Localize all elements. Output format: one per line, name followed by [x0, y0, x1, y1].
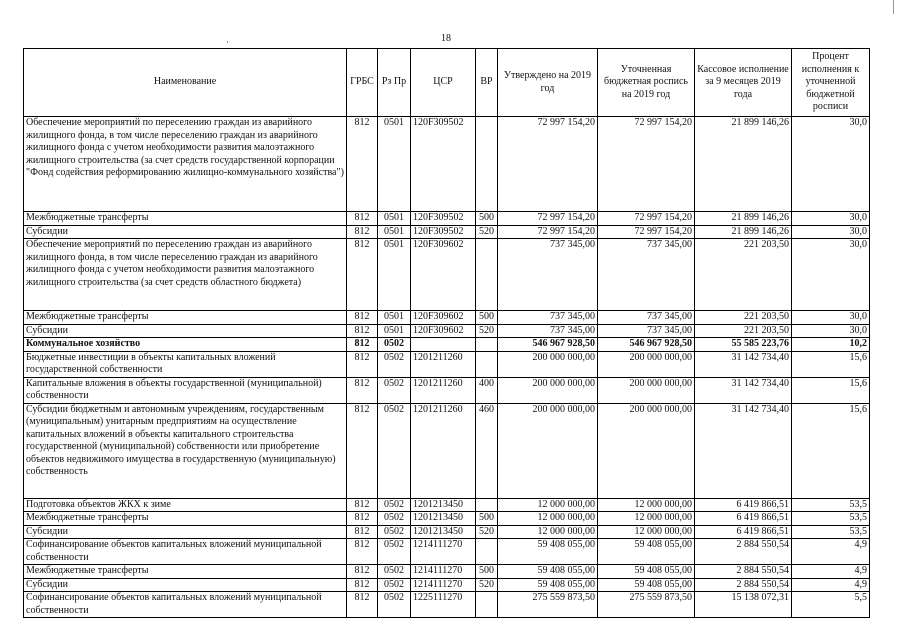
cell-vr: 520 [476, 578, 498, 592]
cell-cash: 31 142 734,40 [695, 403, 792, 498]
header-rzpr: Рз Пр [378, 49, 411, 117]
cell-percent: 30,0 [792, 225, 870, 239]
cell-rzpr: 0502 [378, 403, 411, 498]
table-row [24, 525, 870, 539]
cell-percent: 5,5 [792, 592, 870, 618]
cell-rzpr: 0502 [378, 565, 411, 579]
header-approved: Утверждено на 2019 год [498, 49, 598, 117]
table-row [24, 225, 870, 239]
cell-name: Субсидии [24, 225, 347, 239]
cell-rzpr: 0502 [378, 498, 411, 512]
cell-cash: 15 138 072,31 [695, 592, 792, 618]
cell-refined: 12 000 000,00 [598, 525, 695, 539]
table-row [24, 338, 870, 352]
cell-percent: 30,0 [792, 311, 870, 325]
cell-rzpr: 0502 [378, 377, 411, 403]
cell-rzpr: 0501 [378, 225, 411, 239]
cell-vr [476, 539, 498, 565]
cell-approved: 737 345,00 [498, 239, 598, 311]
cell-name: Субсидии [24, 578, 347, 592]
cell-name: Обеспечение мероприятий по переселению граждан из аварийного жилищного фонда, в том числе переселению граждан из аварийного жилищного фонда с учетом необходимости развития малоэтажного жилищного строительства (за счет средств государственной корпорации "Фонд содействия реформированию жилищно-коммунального хозяйства") [24, 117, 347, 212]
cell-rzpr: 0501 [378, 324, 411, 338]
cell-approved: 59 408 055,00 [498, 539, 598, 565]
cell-cash: 221 203,50 [695, 311, 792, 325]
cell-csr: 1201211260 [411, 351, 476, 377]
cell-csr: 120F309502 [411, 212, 476, 226]
cell-approved: 200 000 000,00 [498, 377, 598, 403]
cell-refined: 59 408 055,00 [598, 565, 695, 579]
header-row [24, 49, 870, 117]
table-row [24, 592, 870, 618]
cell-rzpr: 0502 [378, 578, 411, 592]
cell-csr: 1201213450 [411, 498, 476, 512]
cell-vr: 520 [476, 525, 498, 539]
table-row [24, 377, 870, 403]
cell-csr: 120F309502 [411, 225, 476, 239]
cell-cash: 21 899 146,26 [695, 212, 792, 226]
cell-cash: 2 884 550,54 [695, 578, 792, 592]
cell-percent: 53,5 [792, 512, 870, 526]
cell-rzpr: 0501 [378, 117, 411, 212]
cell-percent: 4,9 [792, 539, 870, 565]
header-csr: ЦСР [411, 49, 476, 117]
cell-grbs: 812 [347, 212, 378, 226]
cell-grbs: 812 [347, 338, 378, 352]
cell-refined: 200 000 000,00 [598, 351, 695, 377]
cell-name: Софинансирование объектов капитальных вложений муниципальной собственности [24, 539, 347, 565]
cell-vr: 500 [476, 311, 498, 325]
cell-name: Коммунальное хозяйство [24, 338, 347, 352]
cell-cash: 6 419 866,51 [695, 512, 792, 526]
cell-rzpr: 0501 [378, 212, 411, 226]
cell-vr: 400 [476, 377, 498, 403]
cell-grbs: 812 [347, 578, 378, 592]
cell-name: Межбюджетные трансферты [24, 311, 347, 325]
table-row [24, 565, 870, 579]
cell-grbs: 812 [347, 377, 378, 403]
header-name: Наименование [24, 49, 347, 117]
cell-approved: 72 997 154,20 [498, 117, 598, 212]
cell-name: Софинансирование объектов капитальных вложений муниципальной собственности [24, 592, 347, 618]
cell-percent: 15,6 [792, 403, 870, 498]
cell-vr [476, 117, 498, 212]
cell-csr: 120F309502 [411, 117, 476, 212]
cell-csr: 1214111270 [411, 578, 476, 592]
cell-percent: 15,6 [792, 351, 870, 377]
cell-cash: 21 899 146,26 [695, 117, 792, 212]
cell-name: Капитальные вложения в объекты государственной (муниципальной) собственности [24, 377, 347, 403]
cell-csr: 1214111270 [411, 565, 476, 579]
scan-edge-mark [893, 0, 894, 14]
cell-vr: 500 [476, 512, 498, 526]
cell-refined: 737 345,00 [598, 324, 695, 338]
cell-approved: 72 997 154,20 [498, 225, 598, 239]
cell-refined: 546 967 928,50 [598, 338, 695, 352]
cell-cash: 6 419 866,51 [695, 525, 792, 539]
cell-percent: 15,6 [792, 377, 870, 403]
page-number: 18 [441, 33, 451, 44]
cell-approved: 12 000 000,00 [498, 512, 598, 526]
table-row [24, 403, 870, 498]
cell-name: Бюджетные инвестиции в объекты капитальных вложений государственной собственности [24, 351, 347, 377]
cell-grbs: 812 [347, 512, 378, 526]
cell-grbs: 812 [347, 498, 378, 512]
table-row [24, 324, 870, 338]
cell-percent: 30,0 [792, 239, 870, 311]
cell-rzpr: 0502 [378, 351, 411, 377]
cell-refined: 72 997 154,20 [598, 212, 695, 226]
cell-cash: 21 899 146,26 [695, 225, 792, 239]
cell-refined: 737 345,00 [598, 311, 695, 325]
cell-name: Межбюджетные трансферты [24, 565, 347, 579]
cell-grbs: 812 [347, 351, 378, 377]
cell-refined: 200 000 000,00 [598, 377, 695, 403]
cell-percent: 53,5 [792, 525, 870, 539]
cell-vr: 500 [476, 212, 498, 226]
cell-cash: 31 142 734,40 [695, 377, 792, 403]
cell-csr: 1201213450 [411, 525, 476, 539]
cell-csr: 1214111270 [411, 539, 476, 565]
cell-cash: 221 203,50 [695, 324, 792, 338]
header-grbs: ГРБС [347, 49, 378, 117]
cell-rzpr: 0502 [378, 338, 411, 352]
cell-csr: 1201213450 [411, 512, 476, 526]
cell-grbs: 812 [347, 225, 378, 239]
budget-table [23, 48, 870, 618]
cell-cash: 6 419 866,51 [695, 498, 792, 512]
cell-csr: 1201211260 [411, 377, 476, 403]
cell-csr: 1201211260 [411, 403, 476, 498]
cell-refined: 200 000 000,00 [598, 403, 695, 498]
cell-approved: 12 000 000,00 [498, 498, 598, 512]
cell-vr: 520 [476, 225, 498, 239]
table-row [24, 311, 870, 325]
cell-csr: 1225111270 [411, 592, 476, 618]
cell-cash: 55 585 223,76 [695, 338, 792, 352]
cell-approved: 546 967 928,50 [498, 338, 598, 352]
cell-vr [476, 498, 498, 512]
cell-csr: 120F309602 [411, 239, 476, 311]
cell-csr: 120F309602 [411, 324, 476, 338]
cell-approved: 72 997 154,20 [498, 212, 598, 226]
cell-approved: 12 000 000,00 [498, 525, 598, 539]
cell-refined: 12 000 000,00 [598, 512, 695, 526]
cell-rzpr: 0501 [378, 239, 411, 311]
cell-approved: 59 408 055,00 [498, 578, 598, 592]
cell-vr: 500 [476, 565, 498, 579]
cell-refined: 59 408 055,00 [598, 578, 695, 592]
cell-vr [476, 351, 498, 377]
stray-dot: · [226, 37, 229, 47]
header-refined: Уточненная бюджетная роспись на 2019 год [598, 49, 695, 117]
cell-vr [476, 592, 498, 618]
cell-grbs: 812 [347, 311, 378, 325]
cell-rzpr: 0502 [378, 592, 411, 618]
cell-rzpr: 0501 [378, 311, 411, 325]
table-row [24, 512, 870, 526]
cell-approved: 737 345,00 [498, 311, 598, 325]
cell-percent: 30,0 [792, 324, 870, 338]
table-row [24, 117, 870, 212]
table-row [24, 239, 870, 311]
cell-vr: 460 [476, 403, 498, 498]
cell-percent: 53,5 [792, 498, 870, 512]
cell-rzpr: 0502 [378, 525, 411, 539]
cell-vr [476, 338, 498, 352]
cell-grbs: 812 [347, 565, 378, 579]
table-row [24, 498, 870, 512]
cell-name: Субсидии [24, 324, 347, 338]
cell-grbs: 812 [347, 324, 378, 338]
cell-name: Межбюджетные трансферты [24, 212, 347, 226]
cell-name: Субсидии бюджетным и автономным учреждениям, государственным (муниципальным) унитарным предприятиям на осуществление капитальных вложений в объекты капитального строительства государственной (муниципальной) собственности или приобретение объектов недвижимого имущества в государственную (муниципальную) собственность [24, 403, 347, 498]
cell-percent: 4,9 [792, 565, 870, 579]
cell-refined: 59 408 055,00 [598, 539, 695, 565]
table-row [24, 351, 870, 377]
table-row [24, 578, 870, 592]
cell-name: Межбюджетные трансферты [24, 512, 347, 526]
cell-refined: 72 997 154,20 [598, 225, 695, 239]
header-cash: Кассовое исполнение за 9 месяцев 2019 года [695, 49, 792, 117]
cell-grbs: 812 [347, 525, 378, 539]
cell-refined: 72 997 154,20 [598, 117, 695, 212]
cell-vr: 520 [476, 324, 498, 338]
cell-percent: 4,9 [792, 578, 870, 592]
cell-grbs: 812 [347, 539, 378, 565]
cell-cash: 31 142 734,40 [695, 351, 792, 377]
cell-csr [411, 338, 476, 352]
cell-rzpr: 0502 [378, 539, 411, 565]
cell-approved: 275 559 873,50 [498, 592, 598, 618]
table-row [24, 212, 870, 226]
cell-grbs: 812 [347, 239, 378, 311]
cell-percent: 30,0 [792, 212, 870, 226]
table-row [24, 539, 870, 565]
cell-name: Подготовка объектов ЖКХ к зиме [24, 498, 347, 512]
cell-cash: 221 203,50 [695, 239, 792, 311]
cell-grbs: 812 [347, 117, 378, 212]
cell-refined: 737 345,00 [598, 239, 695, 311]
cell-percent: 30,0 [792, 117, 870, 212]
cell-cash: 2 884 550,54 [695, 565, 792, 579]
cell-cash: 2 884 550,54 [695, 539, 792, 565]
cell-vr [476, 239, 498, 311]
cell-grbs: 812 [347, 403, 378, 498]
cell-rzpr: 0502 [378, 512, 411, 526]
header-vr: ВР [476, 49, 498, 117]
cell-name: Обеспечение мероприятий по переселению граждан из аварийного жилищного фонда, в том числе переселению граждан из аварийного жилищного фонда с учетом необходимости развития малоэтажного жилищного строительства (за счет средств областного бюджета) [24, 239, 347, 311]
header-percent: Процент исполнения к уточненной бюджетной росписи [792, 49, 870, 117]
cell-approved: 200 000 000,00 [498, 403, 598, 498]
cell-approved: 737 345,00 [498, 324, 598, 338]
cell-approved: 59 408 055,00 [498, 565, 598, 579]
cell-approved: 200 000 000,00 [498, 351, 598, 377]
cell-refined: 12 000 000,00 [598, 498, 695, 512]
cell-percent: 10,2 [792, 338, 870, 352]
cell-name: Субсидии [24, 525, 347, 539]
cell-grbs: 812 [347, 592, 378, 618]
cell-csr: 120F309602 [411, 311, 476, 325]
cell-refined: 275 559 873,50 [598, 592, 695, 618]
